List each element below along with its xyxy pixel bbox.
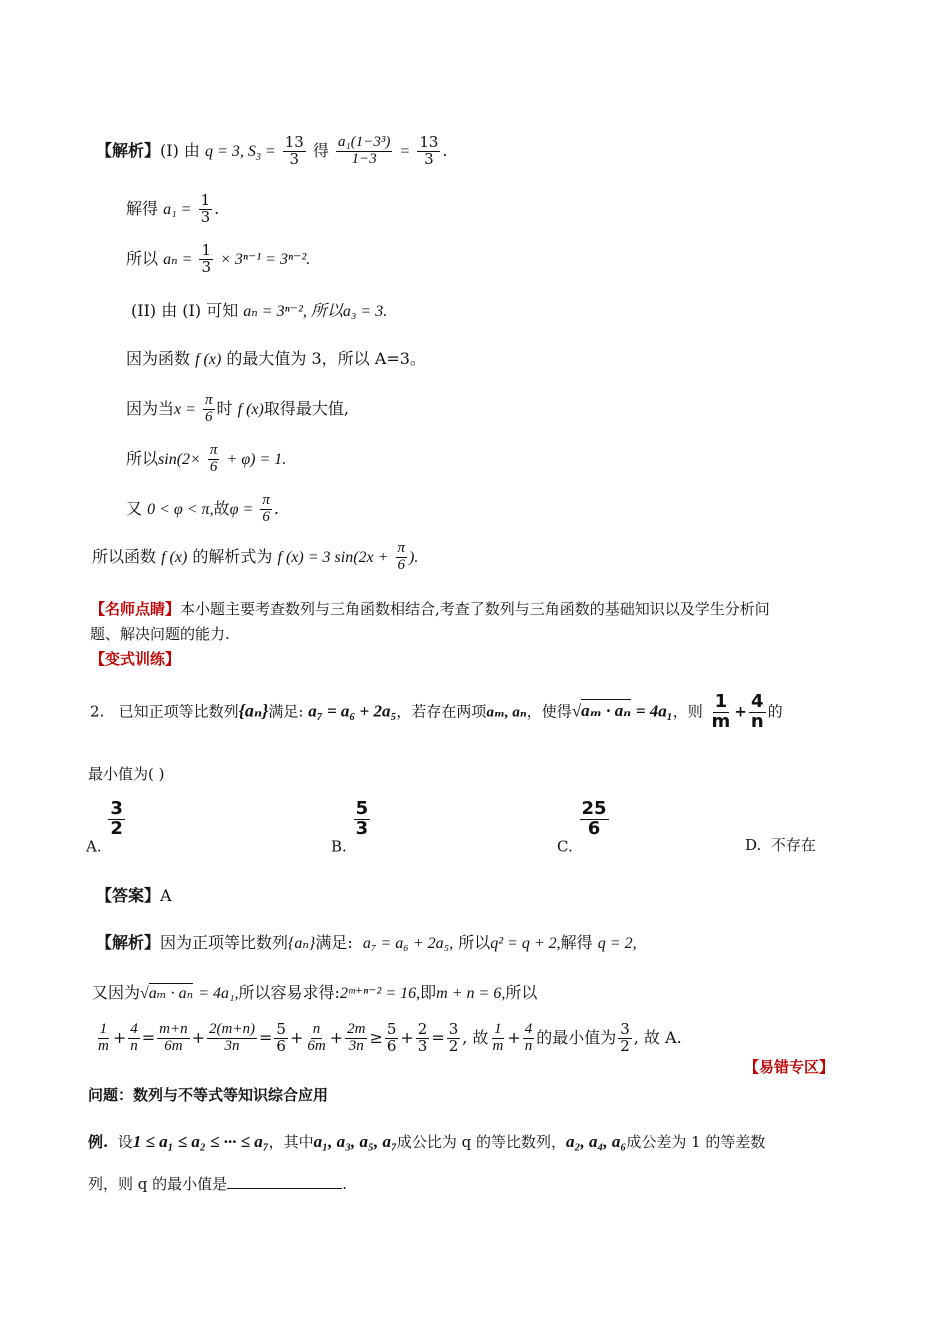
- example-line1: 例. 设1 ≤ a₁ ≤ a₂ ≤ ··· ≤ a₇，其中a₁, a₃, a₅, a₇成公比为 q 的等比数列，a₂, a₄, a₆成公差为 1 的等差数: [88, 1132, 766, 1151]
- comment-line2: 题、解决问题的能力.: [90, 625, 230, 643]
- problem-number: 2.: [90, 702, 105, 721]
- fraction: $\frac{\pi}{6}$: [209, 442, 218, 475]
- comment-tag: 【名师点睛】: [90, 600, 181, 618]
- fraction: $\frac{1}{3}$: [201, 241, 212, 276]
- option-a[interactable]: A. $\frac{3}{2}$: [86, 798, 123, 856]
- solution1-line9: 所以函数 f (x) 的解析式为 f (x) = 3 sin(2x + $\frac{\pi}{6}$ ).: [92, 540, 419, 573]
- solution2-line2: 又因为√aₘ · aₙ = 4a₁,所以容易求得:2ᵐ⁺ⁿ⁻² = 16,即m + n = 6,所以: [92, 983, 538, 1002]
- solution1-line8: 又 0 < φ < π,故φ = $\frac{\pi}{6}$ .: [126, 492, 279, 525]
- comment-line1: 【名师点睛】本小题主要考查数列与三角函数相结合,考查了数列与三角函数的基础知识以及学生分析问: [90, 600, 770, 618]
- fraction: $\frac{\pi}{6}$: [262, 492, 270, 525]
- solution1-line1: 【解析】(I) 由 q = 3, $S_3$ = $\frac{13}{3}$ 得 $\frac{\text{a₁(1−3³)}}{1-3}$ = $\frac{13}{3}$ .: [96, 133, 448, 168]
- fraction: $\frac{13}{3}$: [419, 133, 439, 168]
- solution1-line7: 所以sin(2× $\frac{\pi}{6}$ + φ) = 1.: [126, 442, 287, 475]
- fraction: $\frac{\pi}{6}$: [397, 540, 406, 573]
- solution2-line3: $\frac{1}{m}$ + $\frac{4}{n}$ = $\frac{m+n}{6m}$ + $\frac{2(m+n)}{3n}$ = $\frac{5}{6}$ + $\frac{n}{6m}$ + $\frac{2m}{3n}$ ≥ $\frac{5}{6}$ + $\frac{2}{3}$ = $\frac{3}{2}$ , 故 $\frac{1}{m}$ + $\frac{4}{n}$ 的最小值为 $\frac{3}{2}$ , 故 A.: [98, 1020, 682, 1055]
- option-b[interactable]: B. $\frac{5}{3}$: [331, 798, 369, 856]
- answer-value: A: [160, 886, 172, 905]
- example-line2: 列，则 q 的最小值是 .: [88, 1175, 347, 1193]
- fraction: $\frac{4}{n}$: [750, 691, 764, 732]
- solution1-line6: 因为当x = $\frac{\pi}{6}$ 时 f (x)取得最大值,: [126, 392, 349, 425]
- solution1-line2: 解得 a₁ = $\frac{1}{3}$ .: [126, 191, 220, 226]
- solution-tag: 【解析】: [96, 140, 161, 160]
- problem2-line1: 2. 已知正项等比数列{aₙ}满足: a₇ = a₆ + 2a₅，若存在两项aₘ, aₙ，使得√aₘ · aₙ = 4a₁，则 $\frac{1}{m}$ + $\frac{4}{n}$ 的: [90, 691, 783, 732]
- fraction: $\frac{13}{3}$: [284, 133, 304, 168]
- option-c[interactable]: C. $\frac{25}{6}$: [557, 798, 607, 856]
- answer-tag: 【答案】: [96, 886, 161, 905]
- solution1-line4: (II) 由 (I) 可知 aₙ = 3ⁿ⁻², 所以a₃ = 3.: [131, 301, 388, 320]
- fraction: $\frac{1}{m}$: [711, 691, 731, 732]
- solution2-line1: 【解析】因为正项等比数列{aₙ}满足: a₇ = a₆ + 2a₅, 所以q² = q + 2,解得 q = 2,: [96, 933, 637, 952]
- variant-tag: 【变式训练】: [90, 650, 181, 668]
- fraction: $\frac{\text{a₁(1−3³)}}{1-3}$: [338, 134, 391, 167]
- option-d[interactable]: D. 不存在: [745, 836, 816, 854]
- problem2-line2: 最小值为( ): [88, 765, 165, 783]
- fraction: $\frac{\pi}{6}$: [205, 392, 213, 425]
- topic-heading: 问题：数列与不等式等知识综合应用: [88, 1086, 329, 1104]
- solution1-line3: 所以 aₙ = $\frac{1}{3}$ × 3ⁿ⁻¹ = 3ⁿ⁻².: [126, 241, 311, 276]
- solution1-line5: 因为函数 f (x) 的最大值为 3，所以 A=3。: [126, 349, 426, 368]
- fraction: $\frac{1}{3}$: [200, 191, 211, 226]
- error-section-tag: 【易错专区】: [744, 1058, 835, 1076]
- answer-line: [96, 888, 172, 904]
- answer-blank[interactable]: [227, 1174, 342, 1189]
